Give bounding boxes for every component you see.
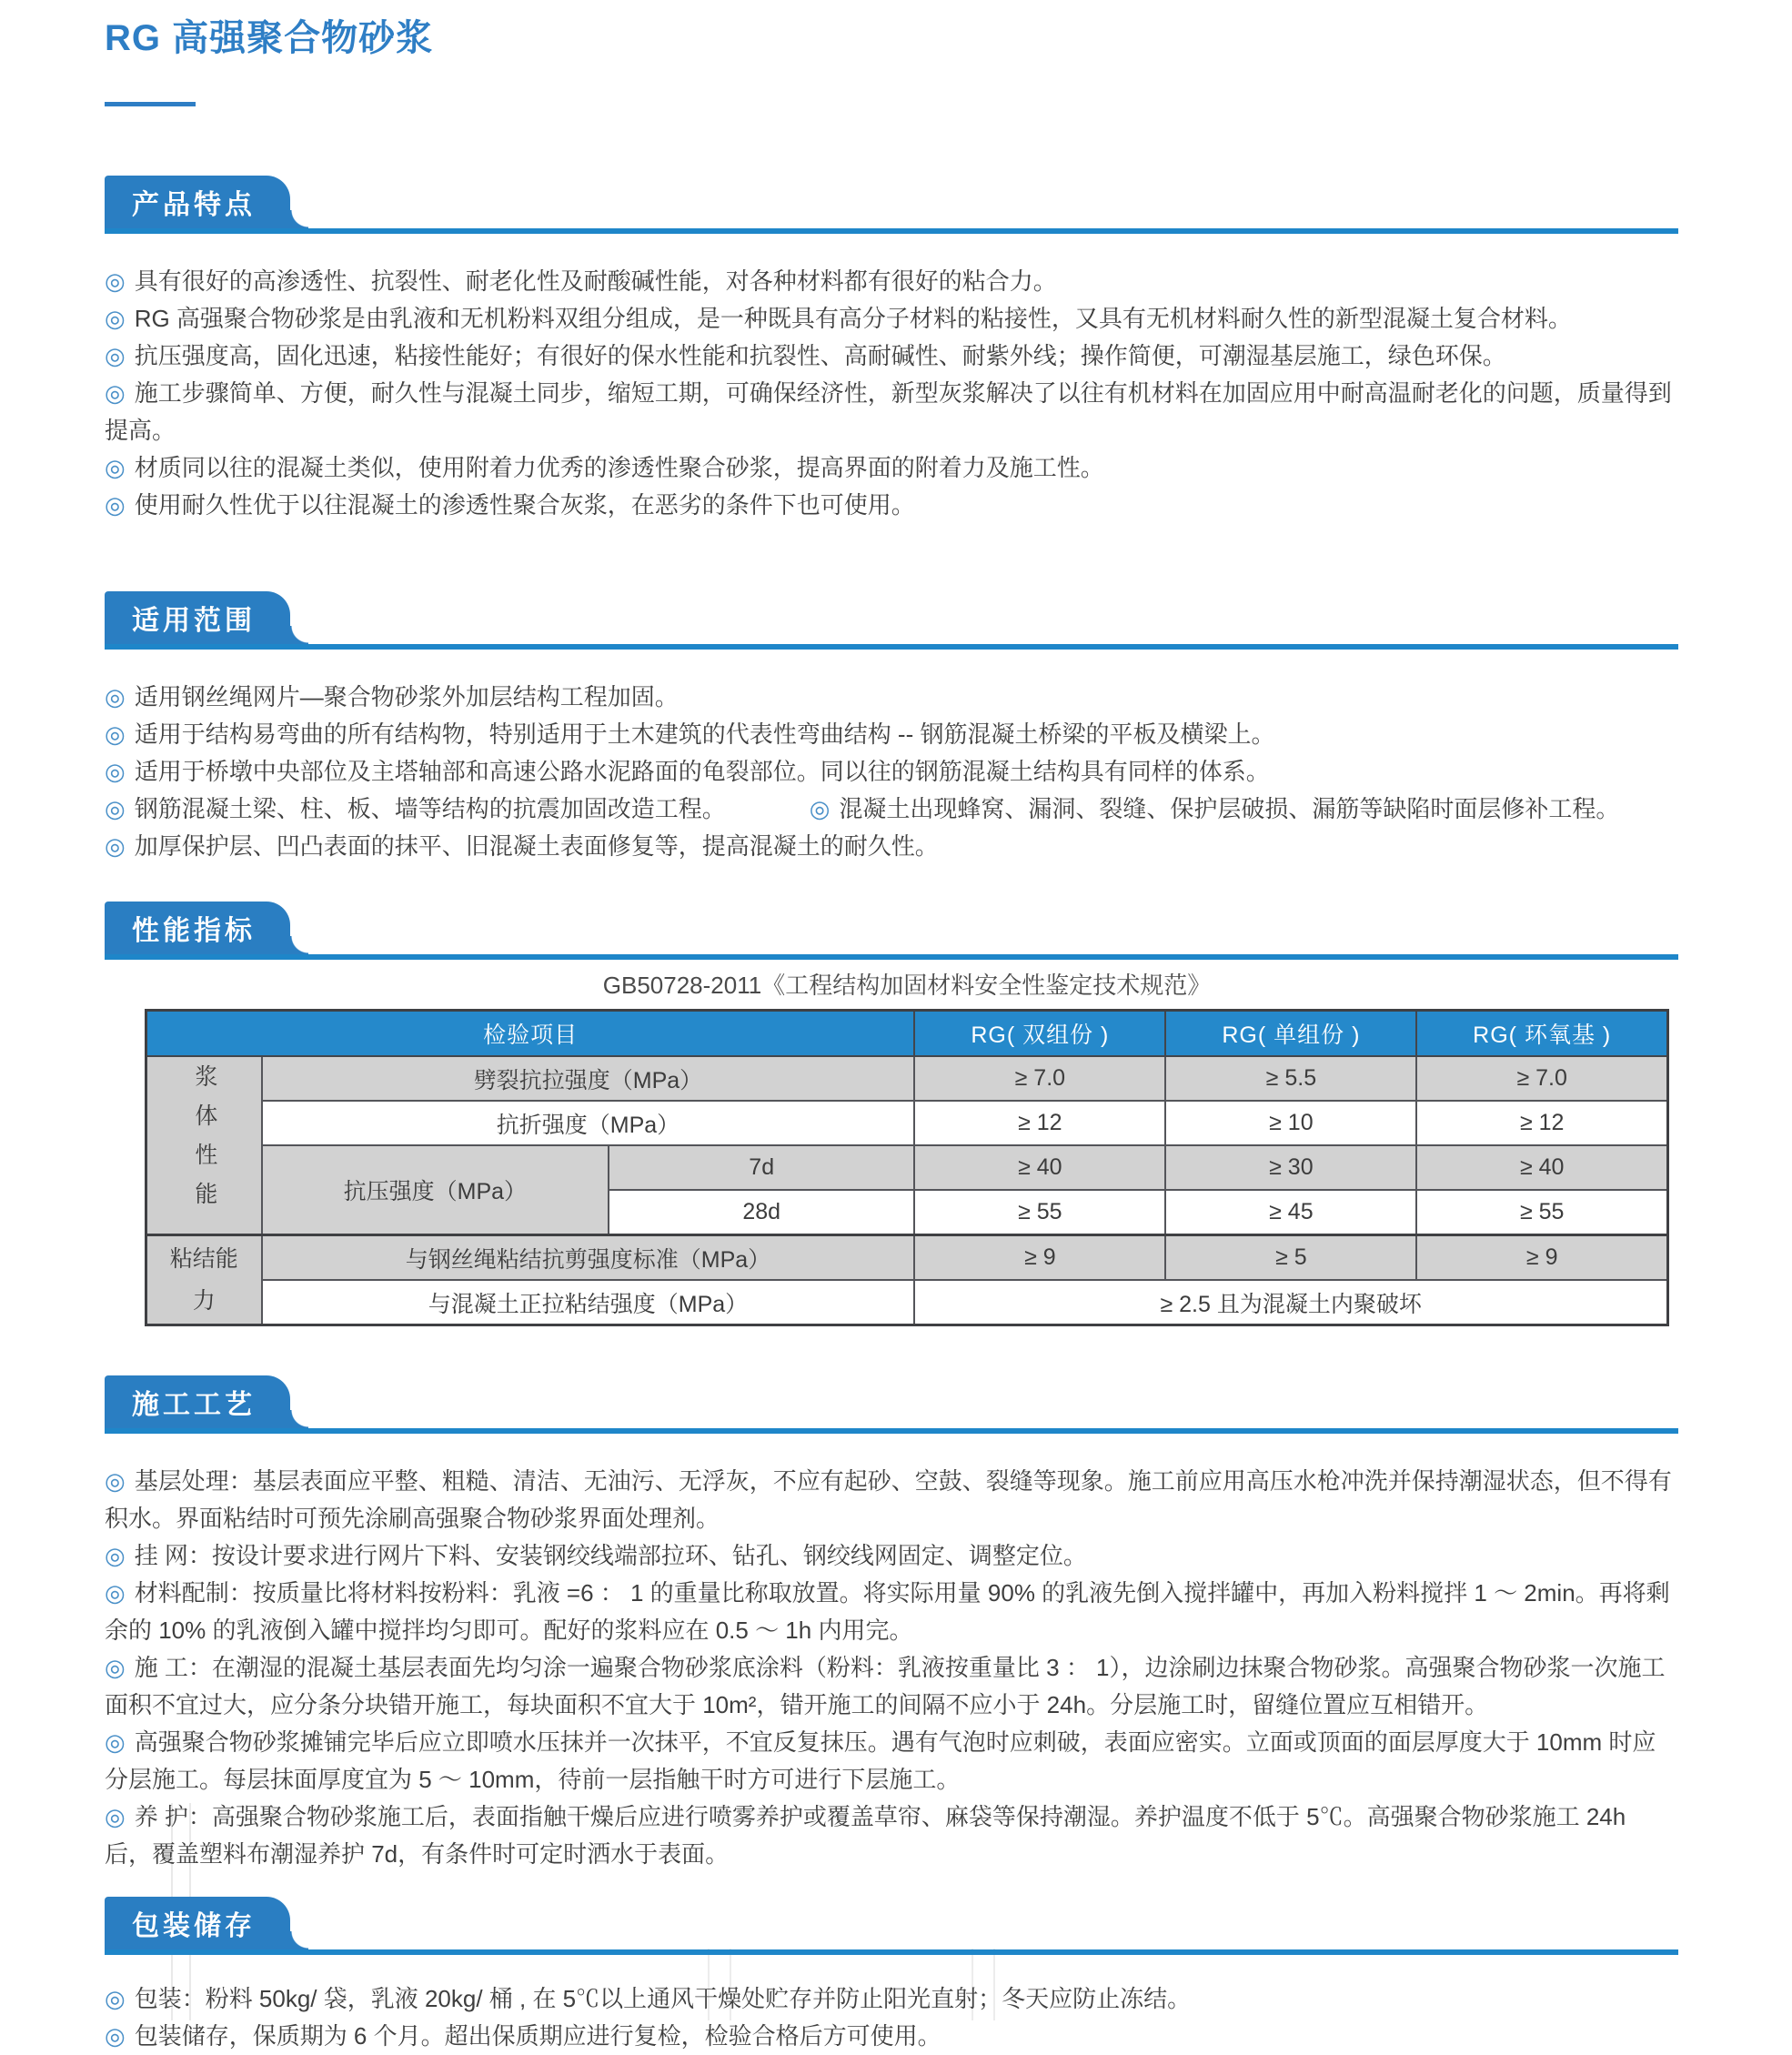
table-row [146,1145,1668,1190]
bullet-text: 施工步骤简单、方便，耐久性与混凝土同步，缩短工期，可确保经济性，新型灰浆解决了以往有机材料在加固应用中耐高温耐老化的问题，质量得到提高。 [105,379,1672,444]
bullet-text: RG 高强聚合物砂浆是由乳液和无机粉料双组分组成，是一种既具有高分子材料的粘接性，又具有无机材料耐久性的新型混凝土复合材料。 [134,305,1572,332]
section-scope [105,591,1678,865]
section-header-performance [105,902,1678,960]
bullet-icon: ◎ [105,1728,126,1756]
bullet-icon: ◎ [105,683,126,710]
table-row [146,1280,1668,1325]
bullet-item [105,375,1678,449]
bullet-icon: ◎ [105,454,126,481]
bullet-icon: ◎ [105,2022,126,2050]
value-cell: ≥ 9 [1416,1235,1667,1281]
bullet-item [105,449,1678,487]
bullet-item [105,753,1678,791]
section-badge-process [105,1375,290,1428]
bullet-item [105,1575,1678,1649]
table-row [146,1101,1668,1145]
section-performance [105,902,1678,1326]
bullet-text: 混凝土出现蜂窝、漏洞、裂缝、保护层破损、漏筋等缺陷时面层修补工程。 [839,795,1620,822]
value-cell: ≥ 55 [1416,1190,1667,1235]
value-cell: ≥ 7.0 [1416,1056,1667,1101]
bullet-text: 具有很好的高渗透性、抗裂性、耐老化性及耐酸碱性能，对各种材料都有很好的粘合力。 [134,267,1057,295]
bullet-text: 适用于结构易弯曲的所有结构物，特别适用于土木建筑的代表性弯曲结构 -- 钢筋混凝土桥梁的平板及横梁上。 [134,720,1275,748]
bullet-icon: ◎ [105,1985,126,2012]
bullet-icon: ◎ [105,1654,126,1681]
bullet-item [105,1798,1678,1873]
section-features [105,176,1678,524]
bullet-item [105,2018,1678,2055]
bullet-icon: ◎ [105,342,126,369]
bullet-icon: ◎ [809,795,831,822]
bullet-text: 材料配制：按质量比将材料按粉料：乳液 =6 ： 1 的重量比称取放置。将实际用量 90% 的乳液先倒入搅拌罐中，再加入粉料搅拌 1 ～ 2min。再将剩余的 10% 的乳液倒入罐中搅拌均匀即可。配好的浆料应在 0.5 ～ 1h 内用完。 [105,1579,1670,1644]
value-cell: ≥ 12 [1416,1101,1667,1145]
value-cell: ≥ 45 [1165,1190,1416,1235]
bullet-icon: ◎ [105,305,126,332]
bullet-icon: ◎ [105,758,126,785]
group-label-bond: 粘结能力 [146,1235,262,1325]
value-cell: ≥ 5.5 [1165,1056,1416,1101]
value-cell: ≥ 30 [1165,1145,1416,1190]
bullet-icon: ◎ [105,379,126,407]
bullet-item [105,1980,1678,2018]
bullet-item [105,300,1678,337]
bullet-text: 挂 网：按设计要求进行网片下料、安装钢绞线端部拉环、钻孔、钢绞线网固定、调整定位。 [134,1542,1087,1569]
section-packaging [105,1897,1678,2055]
bullet-icon: ◎ [105,1467,126,1495]
value-cell: ≥ 40 [914,1145,1165,1190]
section-header-scope [105,591,1678,650]
bullet-icon: ◎ [105,720,126,748]
bullet-text: 使用耐久性优于以往混凝土的渗透性聚合灰浆，在恶劣的条件下也可使用。 [134,491,915,519]
packaging-bullet-list [105,1980,1678,2055]
section-heading-packaging: 包装储存 [132,1911,256,1941]
bullet-text: 高强聚合物砂浆摊铺完毕后应立即喷水压抹并一次抹平，不宜反复抹压。遇有气泡时应刺破，表面应密实。立面或顶面的面层厚度大于 10mm 时应分层施工。每层抹面厚度宜为 5 ～ 10mm，待前一层指触干时方可进行下层施工。 [105,1728,1656,1793]
value-cell: ≥ 55 [914,1190,1165,1235]
item-name: 抗折强度（MPa） [262,1101,915,1145]
section-badge-performance [105,902,290,954]
bullet-icon: ◎ [105,267,126,295]
col-header-rg-epoxy: RG( 环氧基 ) [1416,1011,1667,1057]
table-row [146,1235,1668,1281]
title-underline [105,102,196,106]
bullet-item [105,1537,1678,1575]
value-cell-merged: ≥ 2.5 且为混凝土内聚破坏 [914,1280,1667,1325]
bullet-text: 养 护：高强聚合物砂浆施工后，表面指触干燥后应进行喷雾养护或覆盖草帘、麻袋等保持潮湿。养护温度不低于 5℃。高强聚合物砂浆施工 24h 后，覆盖塑料布潮湿养护 7d，有条件时可定时洒水于表面。 [105,1803,1626,1868]
section-heading-features: 产品特点 [132,190,256,220]
section-header-process [105,1375,1678,1434]
bullet-text: 包装：粉料 50kg/ 袋，乳液 20kg/ 桶 , 在 5℃以上通风干燥处贮存并防止阳光直射；冬天应防止冻结。 [134,1985,1192,2012]
item-name: 与钢丝绳粘结抗剪强度标准（MPa） [262,1235,915,1281]
bullet-icon: ◎ [105,491,126,519]
bullet-icon: ◎ [105,832,126,860]
process-bullet-list [105,1463,1678,1873]
bullet-item [105,1649,1678,1724]
bullet-text: 抗压强度高，固化迅速，粘接性能好；有很好的保水性能和抗裂性、高耐碱性、耐紫外线；操作简便，可潮湿基层施工，绿色环保。 [134,342,1506,369]
table-caption: GB50728-2011《工程结构加固材料安全性鉴定技术规范》 [602,972,1212,999]
bullet-item [105,716,1678,753]
value-cell: ≥ 7.0 [914,1056,1165,1101]
value-cell: ≥ 12 [914,1101,1165,1145]
bullet-text: 适用于桥墩中央部位及主塔轴部和高速公路水泥路面的龟裂部位。同以往的钢筋混凝土结构具有同样的体系。 [134,758,1270,785]
bullet-icon: ◎ [105,1579,126,1607]
table-header-row [146,1011,1668,1057]
item-name: 劈裂抗拉强度（MPa） [262,1056,915,1101]
group-label-slurry: 浆体性能 [146,1056,262,1235]
bullet-text: 加厚保护层、凹凸表面的抹平、旧混凝土表面修复等，提高混凝土的耐久性。 [134,832,939,860]
bullet-item [105,828,1678,865]
section-header-packaging [105,1897,1678,1955]
scope-bullet-list [105,679,1678,865]
bullet-item [105,1724,1678,1798]
performance-table [145,1009,1669,1326]
sub-item: 7d [609,1145,914,1190]
bullet-icon: ◎ [105,1803,126,1830]
section-heading-scope: 适用范围 [132,606,256,636]
item-name: 抗压强度（MPa） [262,1145,609,1235]
value-cell: ≥ 10 [1165,1101,1416,1145]
bullet-text: 基层处理：基层表面应平整、粗糙、清洁、无油污、无浮灰，不应有起砂、空鼓、裂缝等现象。施工前应用高压水枪冲洗并保持潮湿状态，但不得有积水。界面粘结时可预先涂刷高强聚合物砂浆界面处理剂。 [105,1467,1672,1532]
bullet-text: 适用钢丝绳网片—聚合物砂浆外加层结构工程加固。 [134,683,679,710]
bullet-icon: ◎ [105,1542,126,1569]
sub-item: 28d [609,1190,914,1235]
section-badge-scope [105,591,290,644]
col-header-rg-two-part: RG( 双组份 ) [914,1011,1165,1057]
table-row [146,1056,1668,1101]
section-badge-packaging [105,1897,290,1949]
section-process [105,1375,1678,1873]
features-bullet-list [105,263,1678,524]
section-badge-features [105,176,290,228]
section-header-features [105,176,1678,234]
col-header-item: 检验项目 [146,1011,915,1057]
value-cell: ≥ 9 [914,1235,1165,1281]
bullet-item [105,1463,1678,1537]
section-heading-process: 施工工艺 [132,1390,256,1420]
section-heading-performance: 性能指标 [132,916,256,946]
bullet-text: 材质同以往的混凝土类似，使用附着力优秀的渗透性聚合砂浆，提高界面的附着力及施工性。 [134,454,1104,481]
bullet-item [105,679,1678,716]
bullet-item [105,487,1678,524]
value-cell: ≥ 5 [1165,1235,1416,1281]
item-name: 与混凝土正拉粘结强度（MPa） [262,1280,915,1325]
bullet-text: 施 工：在潮湿的混凝土基层表面先均匀涂一遍聚合物砂浆底涂料（粉料：乳液按重量比 3 ： 1），边涂刷边抹聚合物砂浆。高强聚合物砂浆一次施工面积不宜过大，应分条分块错开施工，每块面积不宜大于 10m²，错开施工的间隔不应小于 24h。分层施工时，留缝位置应互相错开。 [105,1654,1666,1718]
bullet-item [105,337,1678,375]
bullet-item-dual [105,791,1678,828]
page-title: RG 高强聚合物砂浆 [105,18,434,58]
bullet-item [105,263,1678,300]
value-cell: ≥ 40 [1416,1145,1667,1190]
bullet-icon: ◎ [105,795,126,822]
col-header-rg-one-part: RG( 单组份 ) [1165,1011,1416,1057]
bullet-text: 钢筋混凝土梁、柱、板、墙等结构的抗震加固改造工程。 [134,795,726,822]
bullet-text: 包装储存，保质期为 6 个月。超出保质期应进行复检，检验合格后方可使用。 [134,2022,941,2050]
